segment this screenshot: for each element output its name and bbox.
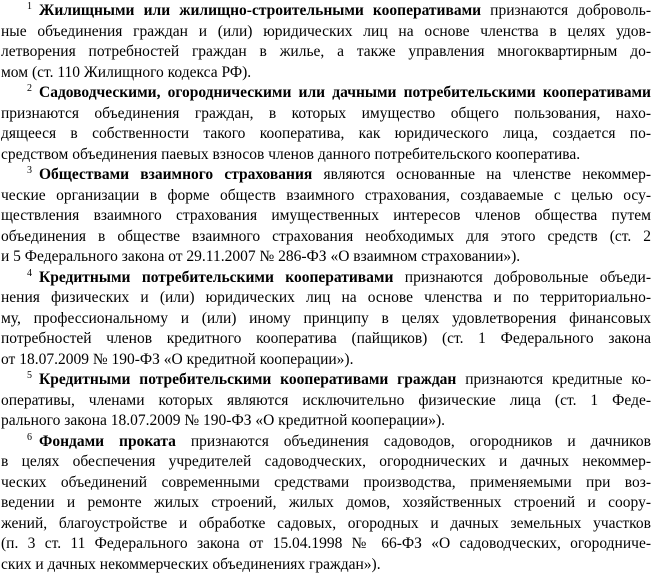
footnote-number: 6 [27,431,32,443]
footnote-text: признаются доброволь- [481,2,651,19]
footnote-line [1,391,651,412]
footnote-text: и 5 Федерального закона от 29.11.2007 № 286-ФЗ «О взаимном страховании»). [1,248,521,265]
footnote-line [1,186,651,207]
footnote-4 [1,268,651,371]
footnote-line [1,42,651,63]
footnote-term: Обществами взаимного страхования [39,166,313,183]
footnote-text: (п. 3 ст. 11 Федерального закона от 15.04.1998 № 66-ФЗ «О садоводческих, огородниче- [1,535,651,552]
footnote-text: являются основанные на членстве некоммер- [312,166,651,183]
footnote-term: Кредитными потребительскими кооперативами [39,268,394,286]
footnote-text: летворения потребностей граждан в жилье, а также управления многоквартирным до- [1,43,651,60]
footnote-text: признаются кредитные ко- [456,371,651,388]
footnote-line [1,493,651,514]
footnote-line [1,124,651,145]
footnote-line [1,514,651,535]
footnote-term: Садоводческими, огородническими или дачными потребительскими кооперативами [39,84,651,101]
footnote-text: в целях обеспечения учредителей садоводческих, огороднических и дачных некоммер- [1,453,651,470]
footnote-line [1,104,651,125]
footnote-5 [1,370,651,432]
footnote-text: потребностей членов кредитного кооператива (пайщиков) (ст. 1 Федерального закона [1,330,651,347]
footnote-line [1,555,651,575]
footnote-line [1,268,651,289]
footnote-line [1,473,651,494]
footnote-text: ведении и ремонте жилых строений, жилых домов, хозяйственных строений и соору- [1,494,651,511]
footnote-6 [1,432,651,575]
footnote-number: 4 [27,267,32,279]
footnote-text: дящееся в собственности такого кооператива, как юридического лица, создается по- [1,125,651,142]
footnote-line [1,534,651,555]
footnote-text: ческие организации в форме обществ взаимного страхования, создаваемые с целью осу- [1,186,651,204]
footnote-3 [1,165,651,268]
footnote-text: ные объединения граждан и (или) юридических лиц на основе членства в целях удов- [1,22,651,40]
footnote-number: 1 [27,1,32,12]
footnote-text: жений, благоустройстве и обработке садовых, огородных и дачных земельных участков [1,514,651,532]
footnotes-section [1,1,651,575]
footnote-line [1,329,651,350]
footnote-text: ществления взаимного страхования имущественных интересов членов общества путем [1,207,651,224]
footnote-term: Кредитными потребительскими кооперативами граждан [39,371,457,388]
footnote-line [1,1,651,22]
footnote-term: Фондами проката [39,432,176,450]
footnote-text: мом (ст. 110 Жилищного кодекса РФ). [1,63,252,81]
footnote-line [1,206,651,227]
footnote-text: средством объединения паевых взносов членов данного потребительского кооператива. [1,145,581,163]
footnote-line [1,63,651,84]
footnote-line [1,288,651,309]
footnote-2 [1,83,651,165]
footnote-line [1,370,651,391]
footnote-number: 3 [27,165,32,176]
footnote-1 [1,1,651,83]
footnote-line [1,145,651,166]
footnote-line [1,247,651,268]
footnote-text: признаются добровольные объеди- [393,268,651,286]
footnote-term: Жилищными или жилищно-строительными кооперативами [39,2,482,19]
footnote-number: 2 [27,83,32,94]
footnote-text: му, профессиональному и (или) иному принципу в целях удовлетворения финансовых [1,309,651,327]
footnote-line [1,83,651,104]
footnote-text: объединения в обществе взаимного страхования необходимых для этого средств (ст. 2 [1,227,651,245]
footnote-number: 5 [27,370,32,381]
footnote-text: ских и дачных некоммерческих объединениях граждан»). [1,555,381,573]
footnote-line [1,165,651,186]
footnote-text: рального закона 18.07.2009 № 190-ФЗ «О кредитной кооперации»). [1,412,446,429]
footnote-text: признаются объединения граждан, в которых имущество общего пользования, нахо- [1,104,651,122]
footnote-line [1,227,651,248]
footnote-line [1,22,651,43]
footnote-line [1,432,651,453]
footnote-line [1,350,651,371]
footnote-line [1,411,651,432]
footnote-line [1,452,651,473]
footnote-text: ческих объединений современными средствами производства, применяемыми при воз- [1,473,651,491]
footnote-line [1,309,651,330]
footnote-text: от 18.07.2009 № 190-ФЗ «О кредитной кооперации»). [1,350,354,368]
footnote-text: нения физических и (или) юридических лиц на основе членства и по территориально- [1,289,651,306]
footnote-text: признаются объединения садоводов, огородников и дачников [175,432,651,450]
footnote-text: оперативы, членами которых являются исключительно физические лица (ст. 1 Феде- [1,391,651,409]
